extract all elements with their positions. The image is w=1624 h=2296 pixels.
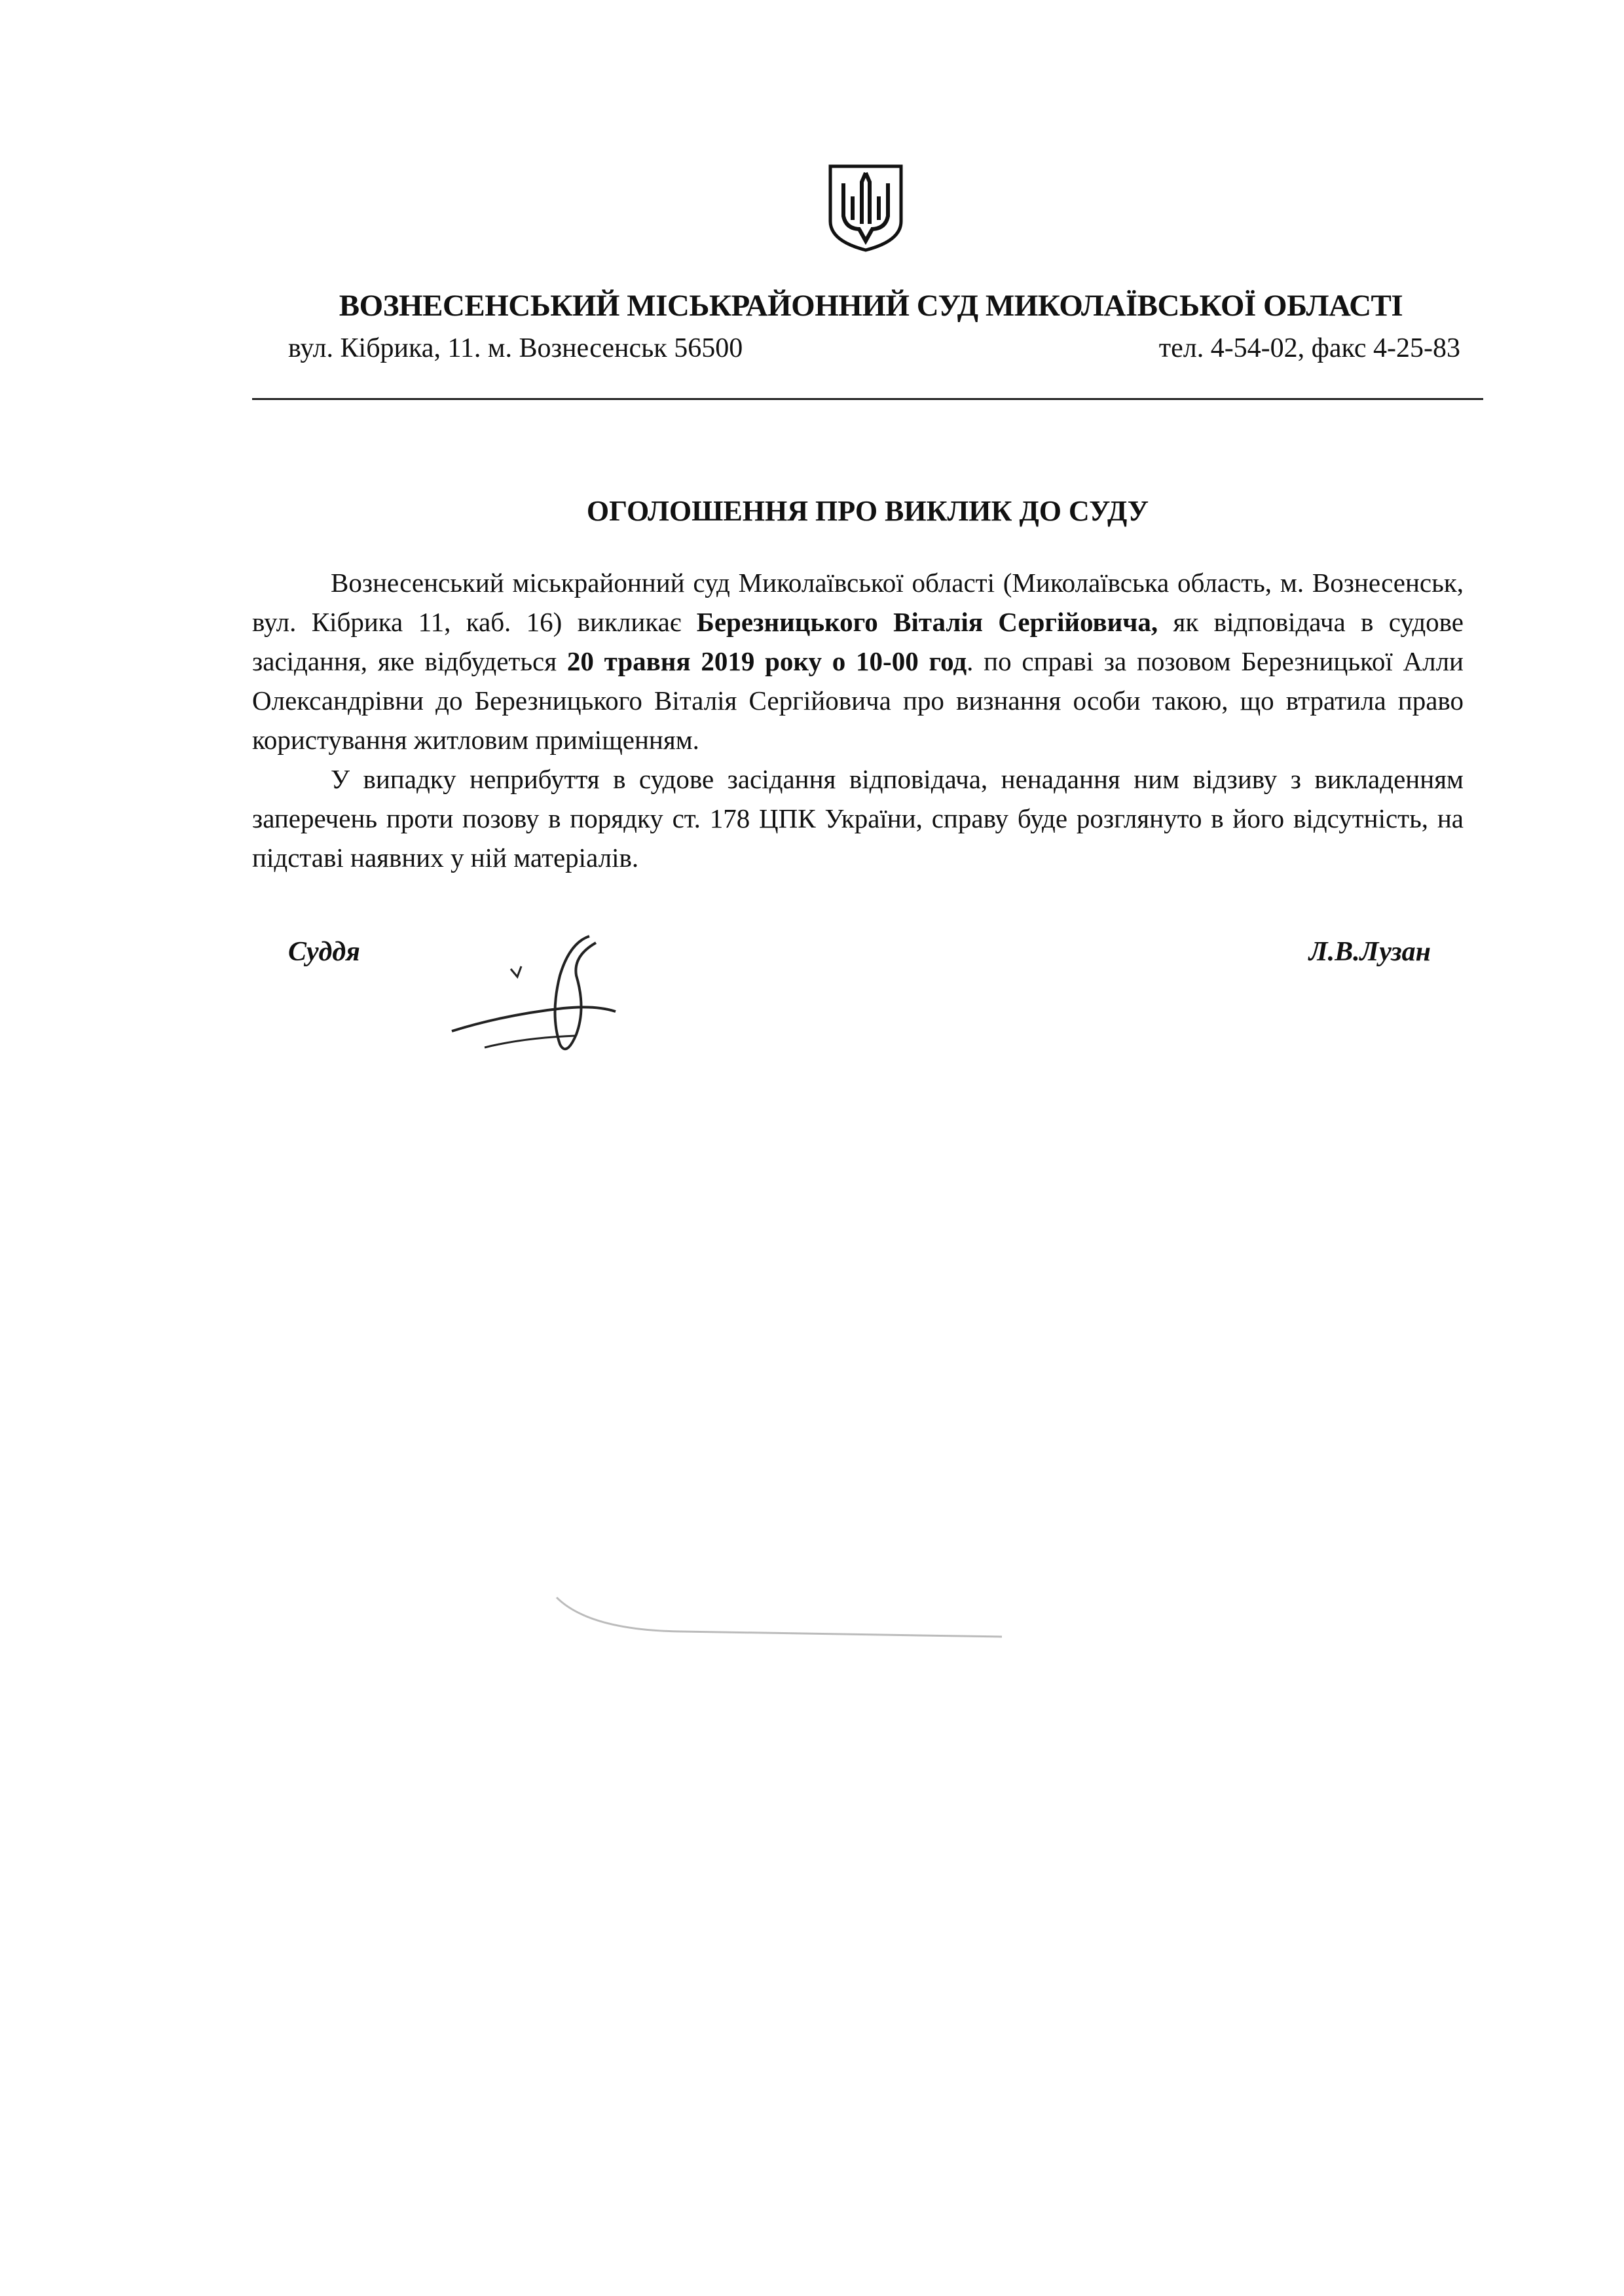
text: Вознесенський міськрайонний суд Миколаївської області (Миколаївська область, м. Вознесенськ, вул. Кібрика 11, каб. 16) викликає xyxy=(252,568,1464,637)
court-address-line xyxy=(288,333,1460,364)
court-name: ВОЗНЕСЕНСЬКИЙ МІСЬКРАЙОННИЙ СУД МИКОЛАЇВСЬКОЇ ОБЛАСТІ xyxy=(339,289,1403,323)
defendant-name: Березницького Віталія Сергійовича, xyxy=(696,607,1158,637)
hearing-datetime: 20 травня 2019 року о 10-00 год xyxy=(566,646,967,676)
ukraine-trident-emblem-icon xyxy=(826,164,905,252)
scan-mark xyxy=(550,1591,1008,1643)
document-title: ОГОЛОШЕННЯ ПРО ВИКЛИК ДО СУДУ xyxy=(586,495,1149,527)
court-address: вул. Кібрика, 11. м. Вознесенськ 56500 xyxy=(288,333,743,363)
paragraph-consequences: У випадку неприбуття в судове засідання відповідача, ненадання ним відзиву з викладенням заперечень проти позову в порядку ст. 178 ЦПК України, справу буде розглянуто в його відсутність, на підставі наявних у ній матеріалів. xyxy=(252,764,1464,873)
handwritten-signature xyxy=(445,917,655,1074)
text: . по справі за позовом Березницької Алли Олександрівни до Березницького Віталія Сергійовича про визнання особи такою, що втратила право користування житловим приміщенням. xyxy=(252,646,1464,755)
text: як відповідача в судове засідання, яке відбудеться xyxy=(252,607,1464,676)
court-contacts: тел. 4-54-02, факс 4-25-83 xyxy=(1158,333,1460,363)
judge-name: Л.В.Лузан xyxy=(1308,937,1431,967)
judge-role: Суддя xyxy=(288,937,360,967)
header-divider xyxy=(252,398,1483,400)
paragraph-summons xyxy=(252,563,1464,759)
document-body xyxy=(252,563,1464,877)
